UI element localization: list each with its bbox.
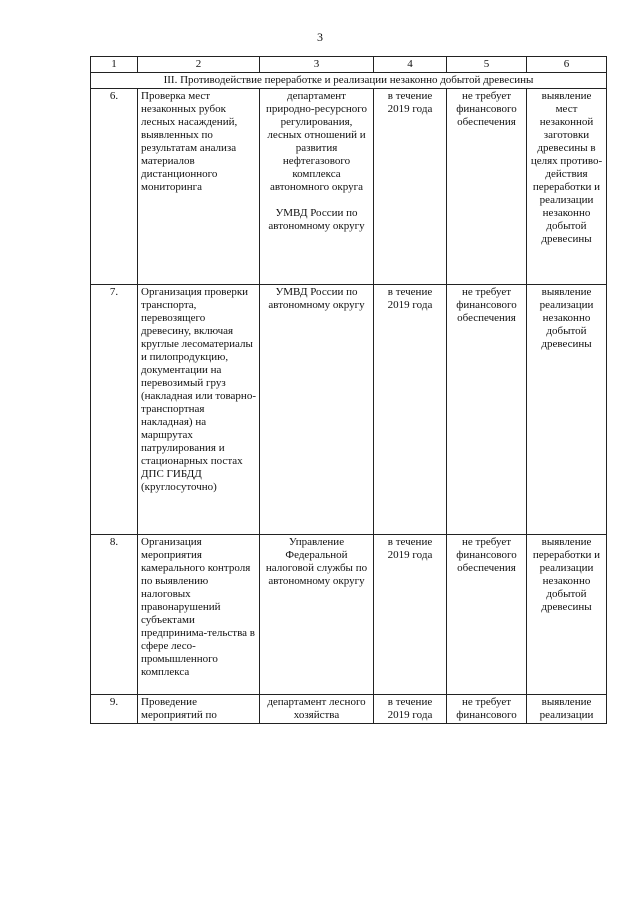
term-cell: в течение 2019 года [374, 285, 447, 535]
responsible-secondary: УМВД России по автономному округу [268, 207, 365, 232]
activity-cell: Организация проверки транспорта, перевозящего древесину, включая круглые лесоматериалы и пилопродукцию, документации на перевозимый груз (накладная или товарно-транспортная накладная) на маршрутах патрулирования и стационарных постах ДПС ГИБДД (круглосуточно) [138, 285, 260, 535]
table-row [91, 285, 607, 535]
result-cell: выявление реализации [527, 695, 607, 724]
result-cell: выявление переработки и реализации незаконно добытой древесины [527, 535, 607, 695]
table-row [91, 695, 607, 724]
column-header: 4 [374, 57, 447, 73]
funding-cell: не требует финансового обеспечения [447, 89, 527, 285]
column-header: 3 [260, 57, 374, 73]
responsible-cell: УМВД России по автономному округу [260, 285, 374, 535]
section-title: III. Противодействие переработке и реализации незаконно добытой древесины [91, 73, 607, 89]
table-row [91, 535, 607, 695]
funding-cell: не требует финансового обеспечения [447, 535, 527, 695]
row-number: 8. [91, 535, 138, 695]
column-header: 2 [138, 57, 260, 73]
responsible-cell [260, 89, 374, 285]
responsible-cell: департамент лесного хозяйства [260, 695, 374, 724]
funding-cell: не требует финансового [447, 695, 527, 724]
plan-table [90, 56, 607, 724]
column-header: 1 [91, 57, 138, 73]
term-cell: в течение 2019 года [374, 535, 447, 695]
header-row [91, 57, 607, 73]
activity-cell: Организация мероприятия камерального контроля по выявлению налоговых правонарушений субъектами предпринима-тельства в сфере лесо-промышленного комплекса [138, 535, 260, 695]
term-cell: в течение 2019 года [374, 695, 447, 724]
activity-cell: Проведение мероприятий по [138, 695, 260, 724]
responsible-primary: департамент природно-ресурсного регулирования, лесных отношений и развития нефтегазового комплекса автономного округа [265, 90, 367, 193]
row-number: 7. [91, 285, 138, 535]
section-row [91, 73, 607, 89]
row-number: 6. [91, 89, 138, 285]
row-number: 9. [91, 695, 138, 724]
funding-cell: не требует финансового обеспечения [447, 285, 527, 535]
responsible-cell: Управление Федеральной налоговой службы по автономному округу [260, 535, 374, 695]
page-number: 3 [317, 30, 323, 44]
result-cell: выявление мест незаконной заготовки древесины в целях противо-действия переработки и реализации незаконно добытой древесины [527, 89, 607, 285]
activity-cell: Проверка мест незаконных рубок лесных насаждений, выявленных по результатам анализа материалов дистанционного мониторинга [138, 89, 260, 285]
result-cell: выявление реализации незаконно добытой древесины [527, 285, 607, 535]
column-header: 6 [527, 57, 607, 73]
term-cell: в течение 2019 года [374, 89, 447, 285]
column-header: 5 [447, 57, 527, 73]
table-row [91, 89, 607, 285]
